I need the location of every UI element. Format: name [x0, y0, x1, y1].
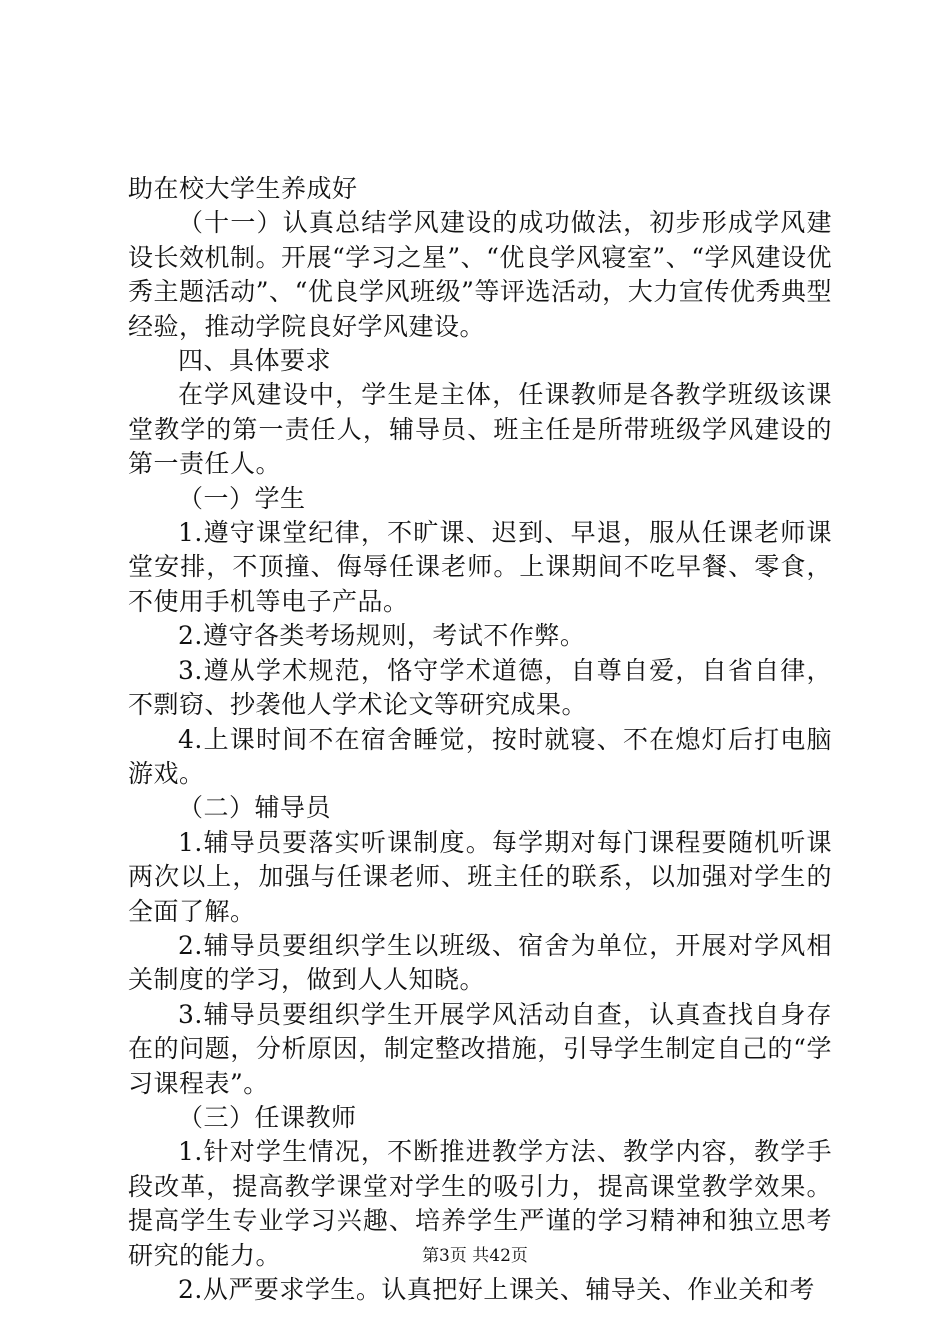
- list-item-student-1: 1.遵守课堂纪律，不旷课、迟到、早退，服从任课老师课堂安排，不顶撞、侮辱任课老师。上课期间不吃早餐、零食，不使用手机等电子产品。: [128, 518, 832, 616]
- list-item-student-3: 3.遵从学术规范，恪守学术道德，自尊自爱，自省自律，不剽窃、抄袭他人学术论文等研究成果。: [128, 655, 832, 720]
- page-number-footer: 第3页 共42页: [422, 1246, 528, 1266]
- paragraph-4: 在学风建设中，学生是主体，任课教师是各教学班级该课堂教学的第一责任人，辅导员、班主任是所带班级学风建设的第一责任人。: [128, 380, 832, 479]
- document-body: [128, 172, 832, 1307]
- list-item-counselor-3: 3.辅导员要组织学生开展学风活动自查，认真查找自身存在的问题，分析原因，制定整改措施，引导学生制定自己的“学习课程表”。: [128, 999, 832, 1098]
- paragraph-1: 助在校大学生养成好: [128, 174, 358, 203]
- list-item-counselor-2: 2.辅导员要组织学生以班级、宿舍为单位，开展对学风相关制度的学习，做到人人知晓。: [128, 930, 832, 995]
- list-item-student-2: 2.遵守各类考场规则，考试不作弊。: [178, 621, 586, 651]
- list-item-teacher-2: 2.从严要求学生。认真把好上课关、辅导关、作业关和考: [178, 1275, 815, 1304]
- paragraph-2: （十一）认真总结学风建设的成功做法，初步形成学风建设长效机制。开展“学习之星”、“优良学风寝室”、“学风建设优秀主题活动”、“优良学风班级”等评选活动，大力宣传优秀典型经验，推动学院良好学风建设。: [128, 208, 832, 341]
- subheading-teachers: （三）任课教师: [178, 1102, 357, 1132]
- list-item-counselor-1: 1.辅导员要落实听课制度。每学期对每门课程要随机听课两次以上，加强与任课老师、班主任的联系，以加强对学生的全面了解。: [128, 827, 832, 926]
- list-item-student-4: 4.上课时间不在宿舍睡觉，按时就寝、不在熄灯后打电脑游戏。: [128, 724, 832, 788]
- subheading-students: （一）学生: [178, 483, 306, 513]
- subheading-counselors: （二）辅导员: [178, 793, 332, 823]
- section-heading-requirements: 四、具体要求: [178, 346, 332, 376]
- list-item-teacher-1: 1.针对学生情况，不断推进教学方法、教学内容，教学手段改革，提高教学课堂对学生的吸引力，提高课堂教学效果。提高学生专业学习兴趣、培养学生严谨的学习精神和独立思考研究的能力。: [128, 1137, 832, 1270]
